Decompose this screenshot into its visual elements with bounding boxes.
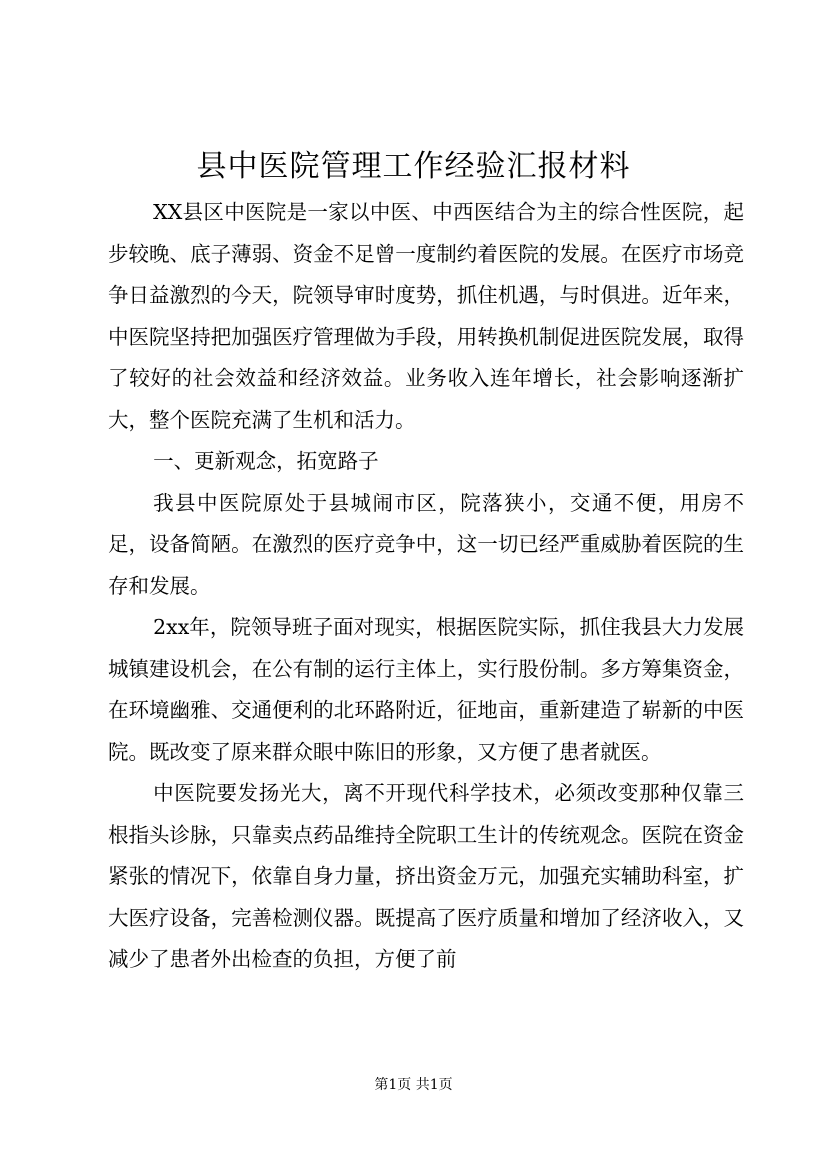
paragraph-intro: XX县区中医院是一家以中医、中西医结合为主的综合性医院，起步较晚、底子薄弱、资金不足曾一度制约着医院的发展。在医疗市场竞争日益激烈的今天，院领导审时度势，抓住机遇，与时俱进。近年来，中医院坚持把加强医疗管理做为手段，用转换机制促进医院发展，取得了较好的社会效益和经济效益。业务收入连年增长，社会影响逐渐扩大，整个医院充满了生机和活力。 [108,200,744,432]
paragraph-location: 我县中医院原处于县城闹市区，院落狭小，交通不便，用房不足，设备简陋。在激烈的医疗竞争中，这一切已经严重威胁着医院的生存和发展。 [108,490,744,598]
paragraph-technology: 中医院要发扬光大，离不开现代科学技术，必须改变那种仅靠三根指头诊脉，只靠卖点药品维持全院职工生计的传统观念。医院在资金紧张的情况下，依靠自身力量，挤出资金万元，加强充实辅助科室，扩大医疗设备，完善检测仪器。既提高了医疗质量和增加了经济收入，又减少了患者外出检查的负担，方便了前 [108,781,744,971]
document-title: 县中医院管理工作经验汇报材料 [196,149,631,184]
paragraph-rebuild: 2xx年，院领导班子面对现实，根据医院实际，抓住我县大力发展城镇建设机会，在公有制的运行主体上，实行股份制。多方筹集资金，在环境幽雅、交通便利的北环路附近，征地亩，重新建造了崭新的中医院。既改变了原来群众眼中陈旧的形象，又方便了患者就医。 [108,615,744,764]
page-footer: 第1页 共1页 [374,1077,453,1093]
section-heading: 一、更新观念，拓宽路子 [153,449,379,473]
document-body [108,192,744,981]
